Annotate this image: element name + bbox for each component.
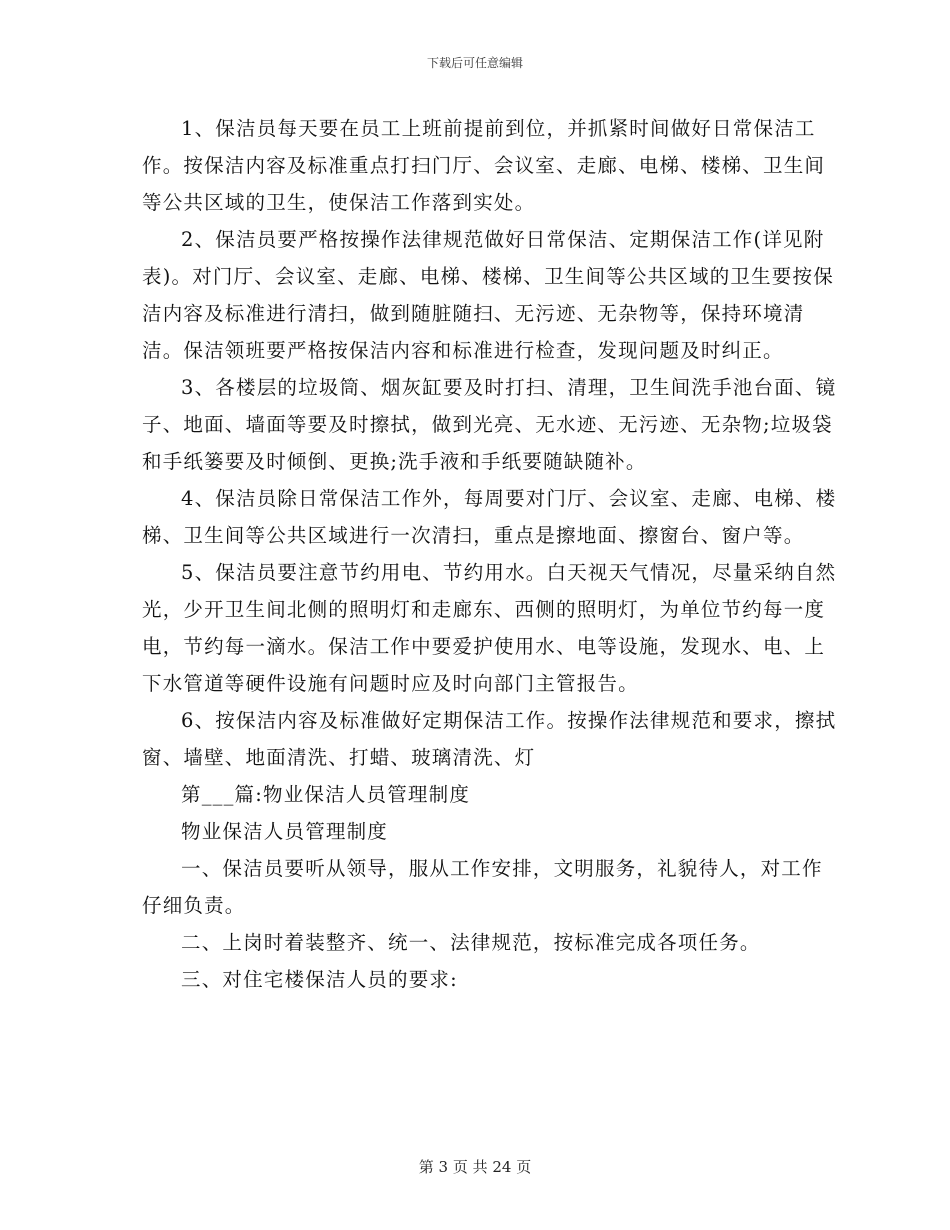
rule-2: 二、上岗时着装整齐、统一、法律规范，按标准完成各项任务。 (181, 931, 761, 954)
paragraph-4: 4、保洁员除日常保洁工作外，每周要对门厅、会议室、走廊、电梯、楼梯、卫生间等公共区域进行一次清扫，重点是擦地面、擦窗台、窗户等。 (142, 487, 837, 547)
paragraph-2: 2、保洁员要严格按操作法律规范做好日常保洁、定期保洁工作(详见附表)。对门厅、会议室、走廊、电梯、楼梯、卫生间等公共区域的卫生要按保洁内容及标准进行清扫，做到随脏随扫、无污迹、无杂物等，保持环境清洁。保洁领班要严格按保洁内容和标准进行检查，发现问题及时纠正。 (142, 228, 834, 362)
paragraph-1: 1、保洁员每天要在员工上班前提前到位，并抓紧时间做好日常保洁工作。按保洁内容及标准重点打扫门厅、会议室、走廊、电梯、楼梯、卫生间等公共区域的卫生，使保洁工作落到实处。 (142, 117, 826, 214)
rule-1: 一、保洁员要听从领导，服从工作安排，文明服务，礼貌待人，对工作仔细负责。 (142, 857, 823, 917)
page-header-note: 下载后可任意编辑 (426, 56, 523, 70)
rule-3: 三、对住宅楼保洁人员的要求: (181, 968, 458, 991)
section-title: 物业保洁人员管理制度 (181, 820, 389, 843)
paragraph-6: 6、按保洁内容及标准做好定期保洁工作。按操作法律规范和要求，擦拭窗、墙壁、地面清洗、打蜡、玻璃清洗、灯 (142, 709, 837, 769)
page-number-footer: 第 3 页 共 24 页 (418, 1158, 532, 1176)
paragraph-3: 3、各楼层的垃圾筒、烟灰缸要及时打扫、清理，卫生间洗手池台面、镜子、地面、墙面等要及时擦拭，做到光亮、无水迹、无污迹、无杂物;垃圾袋和手纸篓要及时倾倒、更换;洗手液和手纸要随缺随补。 (142, 376, 837, 473)
document-body (142, 110, 842, 998)
paragraph-5: 5、保洁员要注意节约用电、节约用水。白天视天气情况，尽量采纳自然光，少开卫生间北侧的照明灯和走廊东、西侧的照明灯，为单位节约每一度电，节约每一滴水。保洁工作中要爱护使用水、电等设施，发现水、电、上下水管道等硬件设施有问题时应及时向部门主管报告。 (142, 561, 837, 695)
section-heading: 第___篇:物业保洁人员管理制度 (181, 783, 471, 806)
